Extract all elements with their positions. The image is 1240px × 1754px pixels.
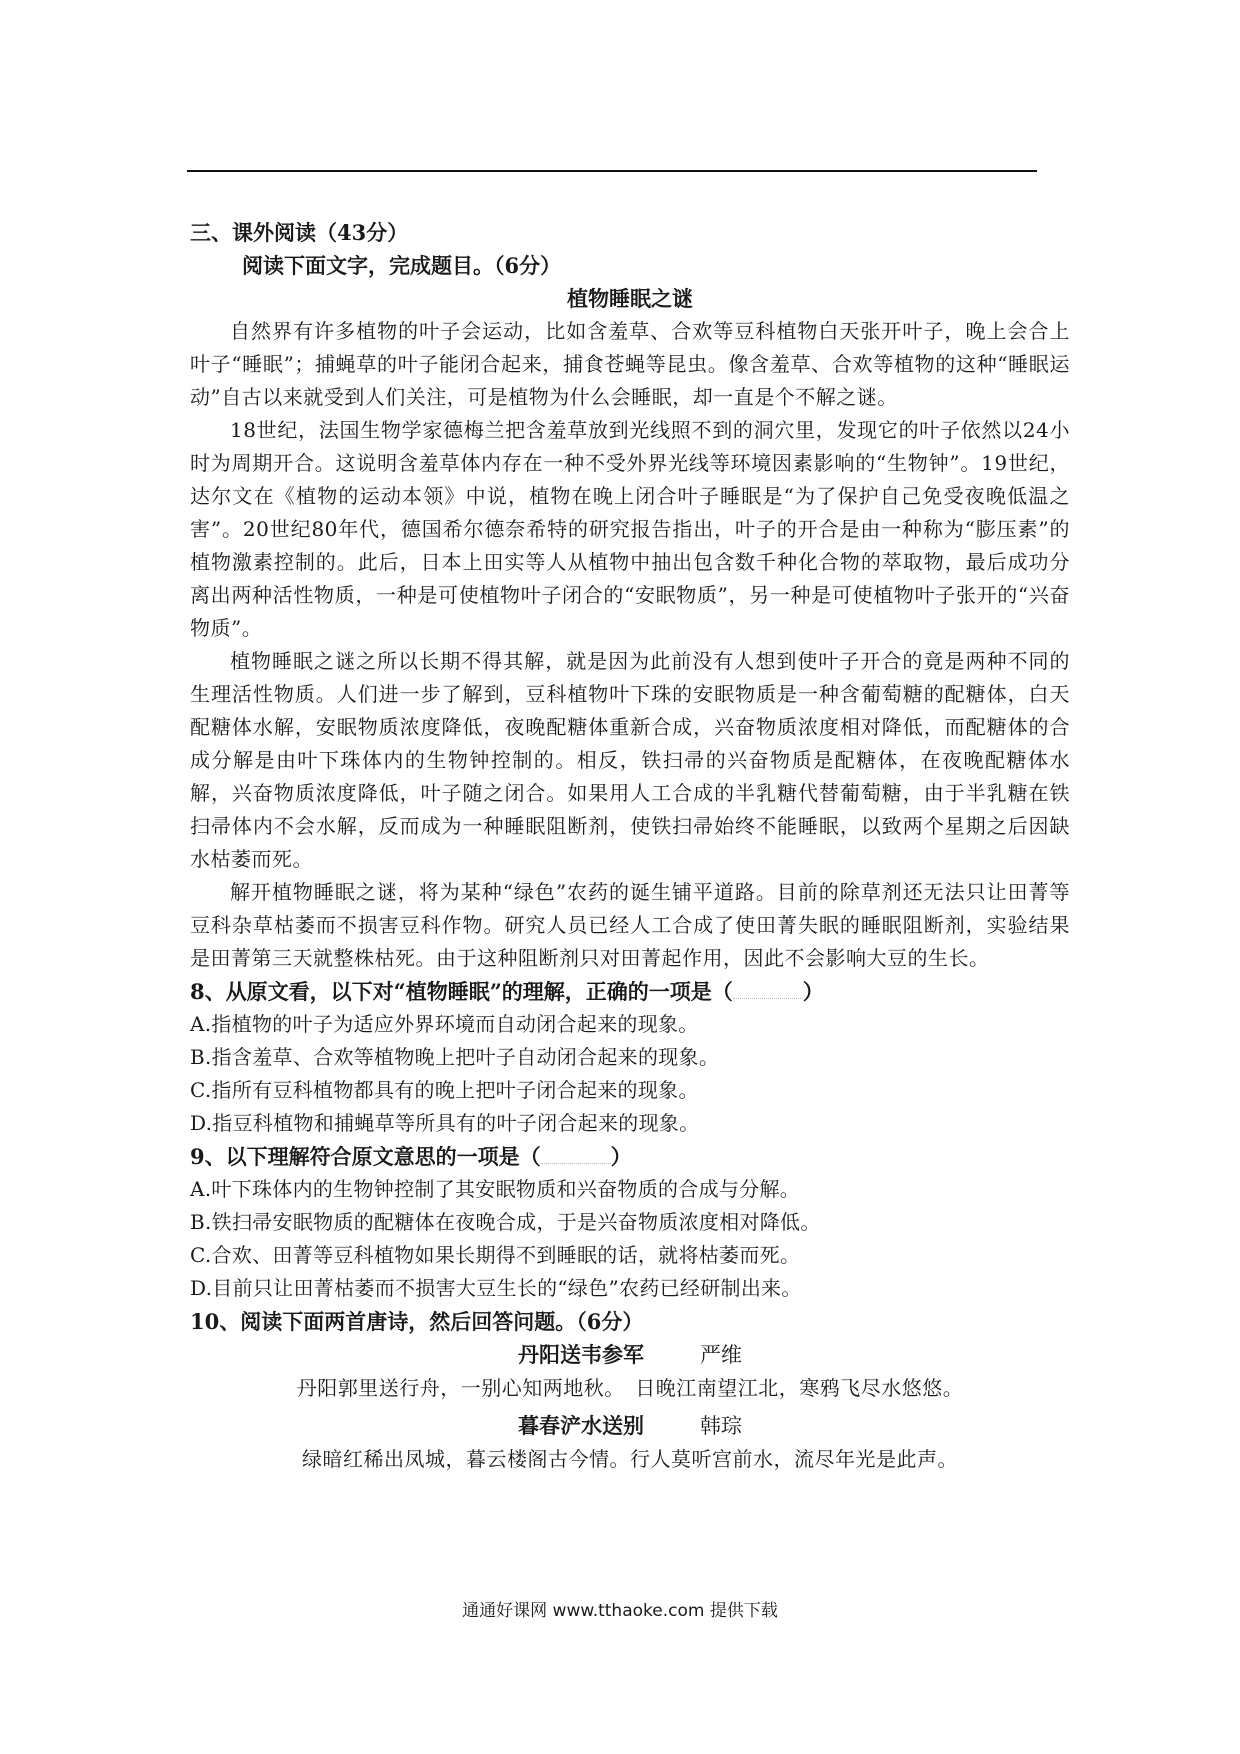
article-paragraph-1: 自然界有许多植物的叶子会运动，比如含羞草、合欢等豆科植物白天张开叶子，晚上会合上叶子“睡眠”；捕蝇草的叶子能闭合起来，捕食苍蝇等昆虫。像含羞草、合欢等植物的这种“睡眠运动”自古以来就受到人们关注，可是植物为什么会睡眠，却一直是个不解之谜。 [190, 319, 1070, 409]
question-8-option-b: B.指含羞草、合欢等植物晚上把叶子自动闭合起来的现象。 [190, 1045, 720, 1069]
question-8-close: ） [802, 979, 824, 1004]
poem-1-heading [190, 1338, 1070, 1372]
footer-watermark: 通通好课网 www.tthaoke.com 提供下载 [462, 1601, 778, 1621]
poem-2-text: 绿暗红稀出凤城，暮云楼阁古今情。行人莫听宫前水，流尽年光是此声。 [302, 1447, 958, 1471]
article-paragraph-4: 解开植物睡眠之谜，将为某种“绿色”农药的诞生铺平道路。目前的除草剂还无法只让田菁等豆科杂草枯萎而不损害豆科作物。研究人员已经人工合成了使田菁失眠的睡眠阻断剂，实验结果是田菁第三天就整株枯死。由于这种阻断剂只对田菁起作用，因此不会影响大豆的生长。 [190, 880, 1070, 970]
question-8 [190, 975, 1070, 1008]
question-9-stem: 9、以下理解符合原文意思的一项是（ [190, 1144, 541, 1169]
poem-1-author: 严维 [700, 1343, 742, 1367]
article-paragraph-3: 植物睡眠之谜之所以长期不得其解，就是因为此前没有人想到使叶子开合的竟是两种不同的生理活性物质。人们进一步了解到，豆科植物叶下珠的安眠物质是一种含葡萄糖的配糖体，白天配糖体水解，安眠物质浓度降低，夜晚配糖体重新合成，兴奋物质浓度相对降低，而配糖体的合成分解是由叶下珠体内的生物钟控制的。相反，铁扫帚的兴奋物质是配糖体，在夜晚配糖体水解，兴奋物质浓度降低，叶子随之闭合。如果用人工合成的半乳糖代替葡萄糖，由于半乳糖在铁扫帚体内不会水解，反而成为一种睡眠阻断剂，使铁扫帚始终不能睡眠，以致两个星期之后因缺水枯萎而死。 [190, 649, 1070, 871]
question-9-option-c: C.合欢、田菁等豆科植物如果长期得不到睡眠的话，就将枯萎而死。 [190, 1243, 801, 1267]
header-rule [187, 170, 1037, 172]
section-title: 三、课外阅读（43分） [190, 220, 409, 245]
content [190, 216, 1070, 1480]
answer-blank-8 [733, 988, 803, 999]
question-9-option-d: D.目前只让田菁枯萎而不损害大豆生长的“绿色”农药已经研制出来。 [190, 1276, 802, 1300]
question-9-close: ） [610, 1144, 632, 1169]
question-10: 10、阅读下面两首唐诗，然后回答问题。（6分） [190, 1309, 644, 1334]
question-8-stem: 8、从原文看，以下对“植物睡眠”的理解，正确的一项是（ [190, 979, 733, 1004]
poem-2-title: 暮春浐水送别 [518, 1413, 644, 1438]
article-title: 植物睡眠之谜 [567, 286, 693, 311]
poem-1-text: 丹阳郭里送行舟，一别心知两地秋。 日晚江南望江北，寒鸦飞尽水悠悠。 [296, 1376, 964, 1400]
question-9-option-b: B.铁扫帚安眠物质的配糖体在夜晚合成，于是兴奋物质浓度相对降低。 [190, 1210, 821, 1234]
question-8-option-c: C.指所有豆科植物都具有的晚上把叶子闭合起来的现象。 [190, 1078, 699, 1102]
answer-blank-9 [541, 1153, 611, 1164]
question-9-option-a: A.叶下珠体内的生物钟控制了其安眠物质和兴奋物质的合成与分解。 [190, 1177, 801, 1201]
question-8-option-a: A.指植物的叶子为适应外界环境而自动闭合起来的现象。 [190, 1012, 699, 1036]
question-8-option-d: D.指豆科植物和捕蝇草等所具有的叶子闭合起来的现象。 [190, 1111, 700, 1135]
poem-2-heading [190, 1409, 1070, 1443]
reading-instruction: 阅读下面文字，完成题目。（6分） [242, 253, 562, 278]
poem-2-author: 韩琮 [700, 1414, 742, 1438]
question-9 [190, 1140, 1070, 1173]
poem-1-title: 丹阳送韦参军 [518, 1342, 644, 1367]
article-paragraph-2: 18世纪，法国生物学家德梅兰把含羞草放到光线照不到的洞穴里，发现它的叶子依然以24小时为周期开合。这说明含羞草体内存在一种不受外界光线等环境因素影响的“生物钟”。19世纪，达尔文在《植物的运动本领》中说，植物在晚上闭合叶子睡眠是“为了保护自己免受夜晚低温之害”。20世纪80年代，德国希尔德奈希特的研究报告指出，叶子的开合是由一种称为“膨压素”的植物激素控制的。此后，日本上田实等人从植物中抽出包含数千种化合物的萃取物，最后成功分离出两种活性物质，一种是可使植物叶子闭合的“安眠物质”，另一种是可使植物叶子张开的“兴奋物质”。 [190, 418, 1070, 640]
